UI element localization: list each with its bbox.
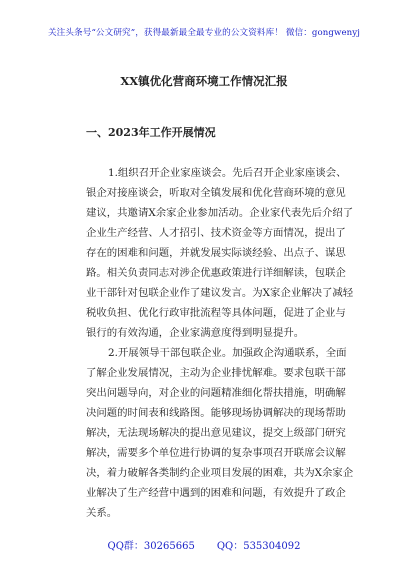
body-line: 银行的有效沟通，企业家满意度得到明显提升。 (86, 327, 305, 339)
body-line: 税收负担、优化行政审批流程等具体问题，促进了企业与 (86, 307, 346, 319)
footer-contact (0, 537, 408, 552)
body-line: 解决，无法现场解决的提出意见建议，提交上级部门研究 (86, 427, 346, 439)
body-line: 建议，共邀请X余家企业参加活动。企业家代表先后介绍了 (86, 207, 354, 219)
body-line: 企业生产经营、人才招引、技术资金等方面情况，提出了 (86, 227, 346, 239)
body-line: 决，着力破解各类制约企业项目发展的困难，共为X余家企 (86, 467, 354, 479)
body-line: 1.组织召开企业家座谈会。先后召开企业家座谈会、 (108, 167, 347, 179)
section-heading: 一、2023年工作开展情况 (86, 126, 216, 139)
body-line: 解决，需要多个单位进行协调的复杂事项召开联席会议解 (86, 447, 346, 459)
body-line: 存在的困难和问题，并就发展实际谈经验、出点子、谋思 (86, 247, 346, 259)
footer-qq: QQ：535304092 (216, 541, 301, 552)
body-line: 了解企业发展情况，主动为企业排忧解难。要求包联干部 (86, 367, 346, 379)
document-title: XX镇优化营商环境工作情况汇报 (120, 74, 288, 88)
body-line: 路。相关负责同志对涉企优惠政策进行详细解读，包联企 (86, 267, 346, 279)
footer-qq-group: QQ群：30265665 (107, 541, 195, 552)
body-line: 2.开展领导干部包联企业。加强政企沟通联系，全面 (108, 347, 347, 359)
header-promo-banner: 关注头条号“公文研究”，获得最新最全最专业的公文资料库！ 微信：gongwenyj (47, 28, 361, 38)
body-line: 决问题的时间表和线路图。能够现场协调解决的现场帮助 (86, 407, 346, 419)
body-line: 突出问题导向，对企业的问题精准细化帮扶措施，明确解 (86, 387, 346, 399)
body-line: 业干部针对包联企业作了建议发言。为X家企业解决了减轻 (86, 287, 354, 299)
body-line: 银企对接座谈会，听取对全镇发展和优化营商环境的意见 (86, 187, 346, 199)
body-line: 关系。 (86, 507, 118, 519)
body-line: 业解决了生产经营中遇到的困难和问题，有效提升了政企 (86, 487, 346, 499)
